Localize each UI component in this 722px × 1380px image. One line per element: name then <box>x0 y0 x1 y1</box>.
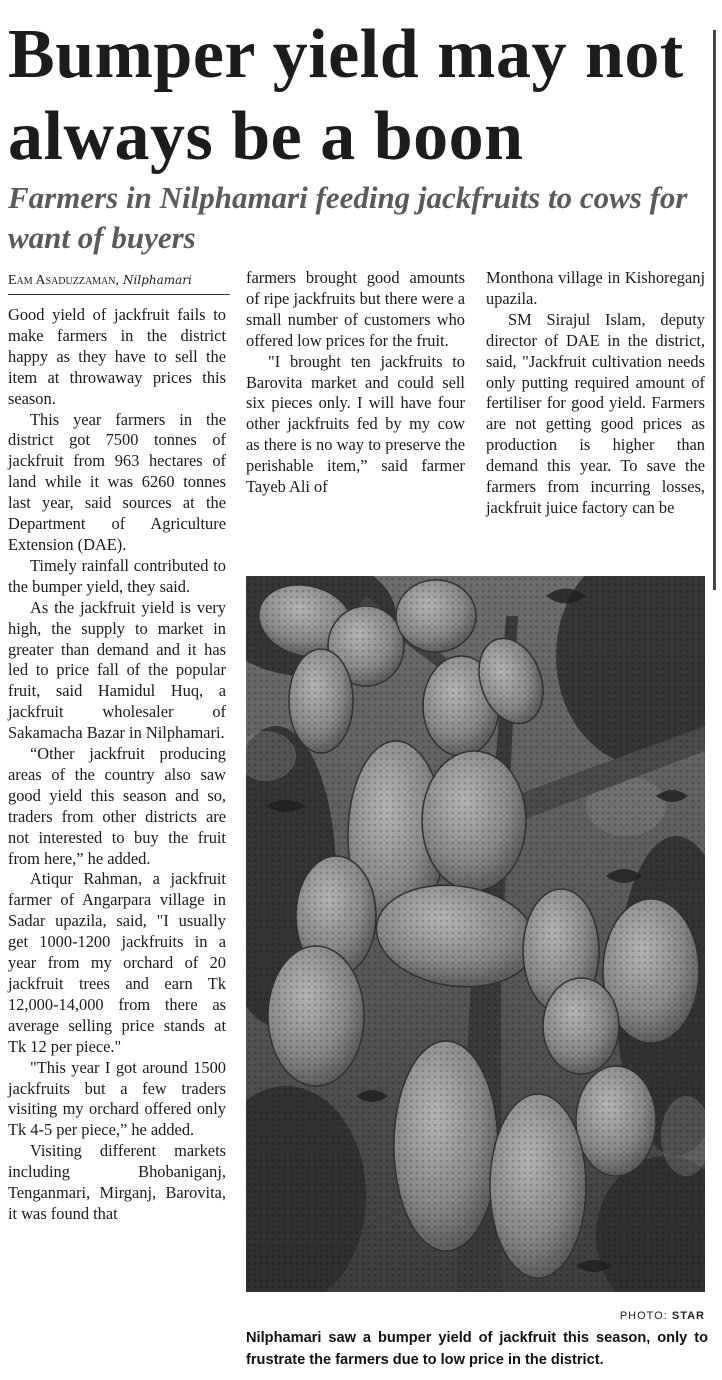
byline <box>8 271 230 295</box>
paragraph: "I brought ten jackfruits to Barovita market and could sell six pieces only. I will have four other jackfruits fed by my cow as there is no way to preserve the perishable item,” said farmer Tayeb Ali of <box>246 351 465 497</box>
jackfruit-photo <box>246 576 705 1292</box>
paragraph: Timely rainfall contributed to the bumper yield, they said. <box>8 555 226 596</box>
paragraph: This year farmers in the district got 7500 tonnes of jackfruit from 963 hectares of land while it was 6260 tonnes last year, said sources at the Department of Agriculture Extension (DAE). <box>8 409 226 554</box>
byline-location: Nilphamari <box>123 273 192 287</box>
photo-caption: Nilphamari saw a bumper yield of jackfruit this season, only to frustrate the farmers due to low price in the district. <box>246 1330 708 1368</box>
paragraph: "This year I got around 1500 jackfruits but a few traders visiting my orchard offered only Tk 4-5 per piece,” he added. <box>8 1057 226 1140</box>
article-column-2 <box>246 268 465 498</box>
paragraph: As the jackfruit yield is very high, the supply to market in greater than demand and it has led to price fall of the popular fruit, said Hamidul Huq, a jackfruit wholesaler of Sakamacha Bazar in Nilphamari. <box>8 597 226 743</box>
subheadline: Farmers in Nilphamari feeding jackfruits to cows for want of buyers <box>8 180 688 255</box>
paragraph: “Other jackfruit producing areas of the country also saw good yield this season and so, traders from other districts are not interested to buy the fruit from here,” he added. <box>8 744 226 868</box>
credit-source: STAR <box>671 1310 705 1322</box>
article-column-3 <box>486 268 705 519</box>
paragraph: Visiting different markets including Bhobaniganj, Tenganmari, Mirganj, Barovita, it was found that <box>8 1141 226 1223</box>
column-rule <box>713 30 716 590</box>
paragraph: SM Sirajul Islam, deputy director of DAE in the district, said, "Jackfruit cultivation needs only putting required amount of fertiliser for good yield. Farmers are not getting good prices as production is higher than demand this year. To save the farmers from incurring losses, jackfruit juice factory can be <box>486 309 705 517</box>
byline-author: Eam Asaduzzaman, <box>8 273 120 288</box>
article-column-1 <box>8 305 226 1225</box>
paragraph: Atiqur Rahman, a jackfruit farmer of Angarpara village in Sadar upazila, said, "I usually get 1000-1200 jackfruits in a year from my orchard of 20 jackfruit trees and earn Tk 12,000-14,000 from there as average selling price stands at Tk 12 per piece." <box>8 869 226 1056</box>
paragraph: Monthona village in Kishoreganj upazila. <box>486 268 705 308</box>
paragraph: farmers brought good amounts of ripe jackfruits but there were a small number of customers who offered low prices for the fruit. <box>246 268 465 350</box>
photo-credit <box>500 1310 705 1322</box>
credit-prefix: PHOTO: <box>619 1310 668 1322</box>
paragraph: Good yield of jackfruit fails to make farmers in the district happy as they have to sell the item at throwaway prices this season. <box>8 305 226 408</box>
headline: Bumper yield may not always be a boon <box>8 16 684 175</box>
